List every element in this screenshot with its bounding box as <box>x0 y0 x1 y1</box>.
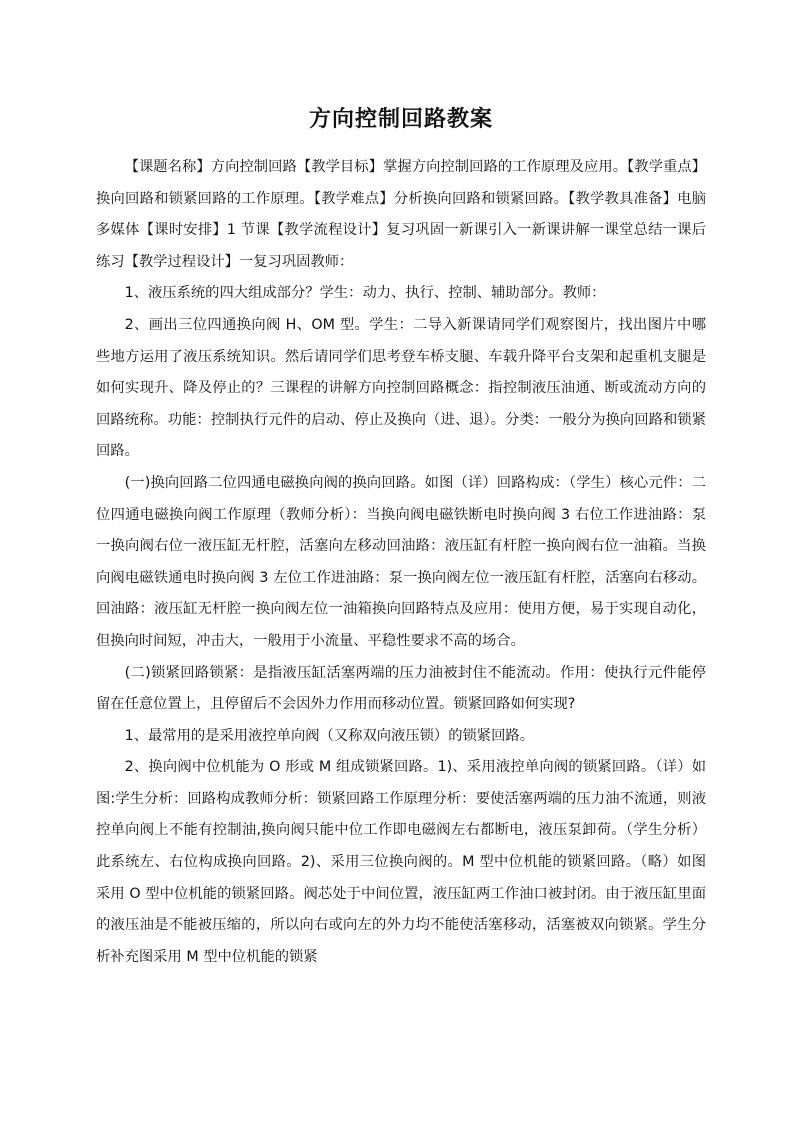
paragraph-locking-circuit: (二)锁紧回路锁紧：是指液压缸活塞两端的压力油被封住不能流动。作用：使执行元件能停留在任意位置上，且停留后不会因外力作用而移动位置。锁紧回路如何实现? <box>96 664 706 713</box>
paragraph-locking-method-2: 2、换向阀中位机能为 O 形或 M 组成锁紧回路。1)、采用液控单向阀的锁紧回路。（详）如图:学生分析：回路构成教师分析：锁紧回路工作原理分析：要使活塞两端的压力油不流通，则液控单向阀上不能有控制油,换向阀只能中位工作即电磁阀左右都断电，液压泵卸荷。（学生分析）此系统左、右位构成换向回路。2)、采用三位换向阀的。M 型中位机能的锁紧回路。（略）如图采用 O 型中位机能的锁紧回路。阀芯处于中间位置，液压缸两工作油口被封闭。由于液压缸里面的液压油是不能被压缩的，所以向右或向左的外力均不能使活塞移动，活塞被双向锁紧。学生分析补充图采用 M 型中位机能的锁紧 <box>96 759 706 965</box>
document-body <box>96 152 706 973</box>
paragraph-review-question-2: 2、画出三位四通换向阀 H、OM 型。学生：二导入新课请同学们观察图片，找出图片中哪些地方运用了液压系统知识。然后请同学们思考登车桥支腿、车载升降平台支架和起重机支腿是如何实现升、降及停止的？三课程的讲解方向控制回路概念：指控制液压油通、断或流动方向的回路统称。功能：控制执行元件的启动、停止及换向（进、退）。分类：一般分为换向回路和锁紧回路。 <box>96 316 706 460</box>
paragraph-locking-method-1: 1、最常用的是采用液控单向阀（又称双向液压锁）的锁紧回路。 <box>124 727 534 744</box>
paragraph-review-question-1: 1、液压系统的四大组成部分？学生：动力、执行、控制、辅助部分。教师： <box>124 285 606 302</box>
paragraph-course-info: 【课题名称】方向控制回路【教学目标】掌握方向控制回路的工作原理及应用。【教学重点】换向回路和锁紧回路的工作原理。【教学难点】分析换向回路和锁紧回路。【教学教具准备】电脑多媒体【课时安排】1 节课【教学流程设计】复习巩固一新课引入一新课讲解一课堂总结一课后练习【教学过程设计】一复习巩固教师： <box>96 159 706 270</box>
document-title: 方向控制回路教案 <box>308 107 493 132</box>
paragraph-reversing-circuit: (一)换向回路二位四通电磁换向阀的换向回路。如图（详）回路构成：（学生）核心元件：二位四通电磁换向阀工作原理（教师分析）：当换向阀电磁铁断电时换向阀 3 右位工作进油路：泵一换向阀右位一液压缸无杆腔，活塞向左移动回油路：液压缸有杆腔一换向阀右位一油箱。当换向阀电磁铁通电时换向阀 3 左位工作进油路：泵一换向阀左位一液压缸有杆腔，活塞向右移动。回油路：液压缸无杆腔一换向阀左位一油箱换向回路特点及应用：使用方便，易于实现自动化，但换向时间短，冲击大，一般用于小流量、平稳性要求不高的场合。 <box>96 474 706 649</box>
document-page <box>96 0 706 1131</box>
